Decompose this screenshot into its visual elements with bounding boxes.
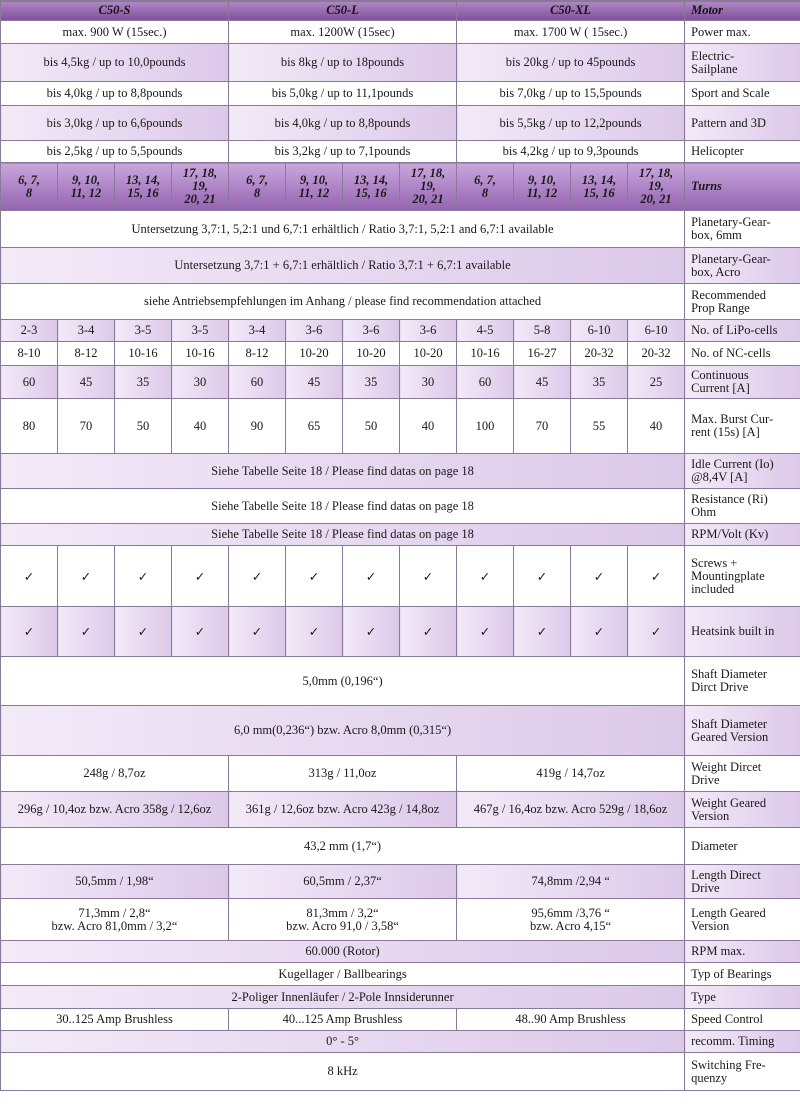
heatsink-cell: ✓ xyxy=(400,607,457,657)
cell-bearings: Kugellager / Ballbearings xyxy=(1,963,685,986)
continuous-current-cell: 35 xyxy=(115,366,172,399)
heatsink-cell: ✓ xyxy=(229,607,286,657)
row-length-direct xyxy=(1,865,800,899)
continuous-current-cell: 45 xyxy=(58,366,115,399)
continuous-current-cell: 30 xyxy=(400,366,457,399)
row-type xyxy=(1,986,800,1009)
turns-cell: 17, 18, 19, 20, 21 xyxy=(400,163,457,211)
cell-weight-geared-s: 296g / 10,4oz bzw. Acro 358g / 12,6oz xyxy=(1,792,229,828)
cell-rpm-max: 60.000 (Rotor) xyxy=(1,941,685,963)
nc-cells-cell: 10-20 xyxy=(286,342,343,366)
header-row xyxy=(1,1,800,21)
label-timing: recomm. Timing xyxy=(685,1031,800,1053)
label-diameter: Diameter xyxy=(685,828,800,865)
cell-sport-l: bis 5,0kg / up to 11,1pounds xyxy=(229,82,457,106)
row-shaft-geared xyxy=(1,706,800,756)
continuous-current-cell: 35 xyxy=(343,366,400,399)
nc-cells-cell: 10-16 xyxy=(457,342,514,366)
turns-cell: 13, 14, 15, 16 xyxy=(115,163,172,211)
row-weight-direct xyxy=(1,756,800,792)
lipo-cells-cell: 3-5 xyxy=(115,320,172,342)
burst-current-cell: 40 xyxy=(400,399,457,454)
nc-cells-cell: 8-12 xyxy=(58,342,115,366)
row-prop-range xyxy=(1,284,800,320)
cell-length-geared-xl: 95,6mm /3,76 “ bzw. Acro 4,15“ xyxy=(457,899,685,941)
label-idle-current: Idle Current (Io) @8,4V [A] xyxy=(685,454,800,489)
label-sport-scale: Sport and Scale xyxy=(685,82,800,106)
heatsink-cell: ✓ xyxy=(343,607,400,657)
label-power-max: Power max. xyxy=(685,21,800,44)
nc-cells-cell: 8-12 xyxy=(229,342,286,366)
label-helicopter: Helicopter xyxy=(685,141,800,163)
row-sailplane xyxy=(1,44,800,82)
label-rpm-volt: RPM/Volt (Kv) xyxy=(685,524,800,546)
turns-cell: 13, 14, 15, 16 xyxy=(343,163,400,211)
lipo-cells-cell: 3-6 xyxy=(286,320,343,342)
cell-length-geared-s: 71,3mm / 2,8“ bzw. Acro 81,0mm / 3,2“ xyxy=(1,899,229,941)
row-continuous-current xyxy=(1,366,800,399)
turns-cell: 9, 10, 11, 12 xyxy=(286,163,343,211)
row-screws xyxy=(1,546,800,607)
label-screws: Screws + Mountingplate included xyxy=(685,546,800,607)
label-shaft-geared: Shaft Diameter Geared Version xyxy=(685,706,800,756)
row-rpm-max xyxy=(1,941,800,963)
cell-prop-range: siehe Antriebsempfehlungen im Anhang / please find recommendation attached xyxy=(1,284,685,320)
screws-cell: ✓ xyxy=(343,546,400,607)
label-switching: Switching Fre- quenzy xyxy=(685,1053,800,1091)
turns-cell: 9, 10, 11, 12 xyxy=(514,163,571,211)
nc-cells-cell: 10-20 xyxy=(343,342,400,366)
cell-weight-geared-l: 361g / 12,6oz bzw. Acro 423g / 14,8oz xyxy=(229,792,457,828)
burst-current-cell: 70 xyxy=(58,399,115,454)
cell-length-direct-xl: 74,8mm /2,94 “ xyxy=(457,865,685,899)
label-bearings: Typ of Bearings xyxy=(685,963,800,986)
burst-current-cell: 90 xyxy=(229,399,286,454)
lipo-cells-cell: 6-10 xyxy=(628,320,685,342)
label-gearbox-acro: Planetary-Gear- box, Acro xyxy=(685,248,800,284)
cell-power-s: max. 900 W (15sec.) xyxy=(1,21,229,44)
cell-idle-current: Siehe Tabelle Seite 18 / Please find datas on page 18 xyxy=(1,454,685,489)
label-burst-current: Max. Burst Cur- rent (15s) [A] xyxy=(685,399,800,454)
heatsink-cell: ✓ xyxy=(457,607,514,657)
cell-sailplane-l: bis 8kg / up to 18pounds xyxy=(229,44,457,82)
cell-sport-xl: bis 7,0kg / up to 15,5pounds xyxy=(457,82,685,106)
screws-cell: ✓ xyxy=(628,546,685,607)
burst-current-cell: 50 xyxy=(343,399,400,454)
burst-current-cell: 65 xyxy=(286,399,343,454)
label-nc-cells: No. of NC-cells xyxy=(685,342,800,366)
row-rpm-volt xyxy=(1,524,800,546)
continuous-current-cell: 30 xyxy=(172,366,229,399)
row-power-max xyxy=(1,21,800,44)
label-continuous-current: Continuous Current [A] xyxy=(685,366,800,399)
lipo-cells-cell: 4-5 xyxy=(457,320,514,342)
row-idle-current xyxy=(1,454,800,489)
cell-timing: 0° - 5° xyxy=(1,1031,685,1053)
screws-cell: ✓ xyxy=(172,546,229,607)
row-diameter xyxy=(1,828,800,865)
nc-cells-cell: 20-32 xyxy=(628,342,685,366)
lipo-cells-cell: 3-6 xyxy=(400,320,457,342)
turns-cell: 6, 7, 8 xyxy=(229,163,286,211)
label-gearbox-6mm: Planetary-Gear- box, 6mm xyxy=(685,211,800,248)
label-weight-direct: Weight Dircet Drive xyxy=(685,756,800,792)
nc-cells-cell: 10-16 xyxy=(172,342,229,366)
row-heatsink xyxy=(1,607,800,657)
label-lipo-cells: No. of LiPo-cells xyxy=(685,320,800,342)
cell-length-direct-s: 50,5mm / 1,98“ xyxy=(1,865,229,899)
turns-cell: 6, 7, 8 xyxy=(1,163,58,211)
nc-cells-cell: 8-10 xyxy=(1,342,58,366)
continuous-current-cell: 25 xyxy=(628,366,685,399)
screws-cell: ✓ xyxy=(400,546,457,607)
row-gearbox-acro xyxy=(1,248,800,284)
label-sailplane: Electric- Sailplane xyxy=(685,44,800,82)
cell-rpm-volt: Siehe Tabelle Seite 18 / Please find datas on page 18 xyxy=(1,524,685,546)
row-burst-current xyxy=(1,399,800,454)
cell-weight-direct-s: 248g / 8,7oz xyxy=(1,756,229,792)
nc-cells-cell: 10-20 xyxy=(400,342,457,366)
label-rpm-max: RPM max. xyxy=(685,941,800,963)
row-speed-control xyxy=(1,1009,800,1031)
continuous-current-cell: 45 xyxy=(286,366,343,399)
screws-cell: ✓ xyxy=(571,546,628,607)
header-c50-l: C50-L xyxy=(229,1,457,21)
heatsink-cell: ✓ xyxy=(115,607,172,657)
heatsink-cell: ✓ xyxy=(514,607,571,657)
lipo-cells-cell: 3-6 xyxy=(343,320,400,342)
cell-power-l: max. 1200W (15sec) xyxy=(229,21,457,44)
row-helicopter xyxy=(1,141,800,163)
cell-diameter: 43,2 mm (1,7“) xyxy=(1,828,685,865)
heatsink-cell: ✓ xyxy=(172,607,229,657)
burst-current-cell: 70 xyxy=(514,399,571,454)
screws-cell: ✓ xyxy=(229,546,286,607)
cell-weight-direct-xl: 419g / 14,7oz xyxy=(457,756,685,792)
screws-cell: ✓ xyxy=(1,546,58,607)
label-turns: Turns xyxy=(685,163,800,211)
label-pattern-3d: Pattern and 3D xyxy=(685,106,800,141)
burst-current-cell: 55 xyxy=(571,399,628,454)
cell-pattern-s: bis 3,0kg / up to 6,6pounds xyxy=(1,106,229,141)
burst-current-cell: 100 xyxy=(457,399,514,454)
cell-type: 2-Poliger Innenläufer / 2-Pole Innsiderunner xyxy=(1,986,685,1009)
row-bearings xyxy=(1,963,800,986)
row-weight-geared xyxy=(1,792,800,828)
cell-heli-s: bis 2,5kg / up to 5,5pounds xyxy=(1,141,229,163)
turns-cell: 9, 10, 11, 12 xyxy=(58,163,115,211)
cell-switching: 8 kHz xyxy=(1,1053,685,1091)
heatsink-cell: ✓ xyxy=(571,607,628,657)
label-resistance: Resistance (Ri) Ohm xyxy=(685,489,800,524)
cell-weight-geared-xl: 467g / 16,4oz bzw. Acro 529g / 18,6oz xyxy=(457,792,685,828)
turns-cell: 17, 18, 19, 20, 21 xyxy=(628,163,685,211)
cell-sailplane-s: bis 4,5kg / up to 10,0pounds xyxy=(1,44,229,82)
screws-cell: ✓ xyxy=(457,546,514,607)
lipo-cells-cell: 3-4 xyxy=(58,320,115,342)
cell-resistance: Siehe Tabelle Seite 18 / Please find datas on page 18 xyxy=(1,489,685,524)
row-switching xyxy=(1,1053,800,1091)
label-heatsink: Heatsink built in xyxy=(685,607,800,657)
lipo-cells-cell: 6-10 xyxy=(571,320,628,342)
row-pattern-3d xyxy=(1,106,800,141)
cell-heli-xl: bis 4,2kg / up to 9,3pounds xyxy=(457,141,685,163)
cell-sport-s: bis 4,0kg / up to 8,8pounds xyxy=(1,82,229,106)
burst-current-cell: 40 xyxy=(628,399,685,454)
cell-shaft-direct: 5,0mm (0,196“) xyxy=(1,657,685,706)
label-weight-geared: Weight Geared Version xyxy=(685,792,800,828)
header-motor-label: Motor xyxy=(685,1,800,21)
header-c50-s: C50-S xyxy=(1,1,229,21)
turns-cell: 17, 18, 19, 20, 21 xyxy=(172,163,229,211)
cell-length-geared-l: 81,3mm / 3,2“ bzw. Acro 91,0 / 3,58“ xyxy=(229,899,457,941)
screws-cell: ✓ xyxy=(514,546,571,607)
lipo-cells-cell: 3-4 xyxy=(229,320,286,342)
heatsink-cell: ✓ xyxy=(58,607,115,657)
row-turns xyxy=(1,163,800,211)
cell-power-xl: max. 1700 W ( 15sec.) xyxy=(457,21,685,44)
cell-gearbox-acro: Untersetzung 3,7:1 + 6,7:1 erhältlich / Ratio 3,7:1 + 6,7:1 available xyxy=(1,248,685,284)
lipo-cells-cell: 2-3 xyxy=(1,320,58,342)
cell-pattern-xl: bis 5,5kg / up to 12,2pounds xyxy=(457,106,685,141)
label-length-geared: Length Geared Version xyxy=(685,899,800,941)
heatsink-cell: ✓ xyxy=(628,607,685,657)
continuous-current-cell: 60 xyxy=(1,366,58,399)
cell-length-direct-l: 60,5mm / 2,37“ xyxy=(229,865,457,899)
cell-pattern-l: bis 4,0kg / up to 8,8pounds xyxy=(229,106,457,141)
label-length-direct: Length Direct Drive xyxy=(685,865,800,899)
cell-shaft-geared: 6,0 mm(0,236“) bzw. Acro 8,0mm (0,315“) xyxy=(1,706,685,756)
label-shaft-direct: Shaft Diameter Dirct Drive xyxy=(685,657,800,706)
nc-cells-cell: 20-32 xyxy=(571,342,628,366)
header-c50-xl: C50-XL xyxy=(457,1,685,21)
continuous-current-cell: 35 xyxy=(571,366,628,399)
label-speed-control: Speed Control xyxy=(685,1009,800,1031)
continuous-current-cell: 60 xyxy=(229,366,286,399)
cell-speed-s: 30..125 Amp Brushless xyxy=(1,1009,229,1031)
burst-current-cell: 80 xyxy=(1,399,58,454)
continuous-current-cell: 45 xyxy=(514,366,571,399)
heatsink-cell: ✓ xyxy=(1,607,58,657)
turns-cell: 6, 7, 8 xyxy=(457,163,514,211)
cell-speed-xl: 48..90 Amp Brushless xyxy=(457,1009,685,1031)
heatsink-cell: ✓ xyxy=(286,607,343,657)
lipo-cells-cell: 5-8 xyxy=(514,320,571,342)
row-lipo-cells xyxy=(1,320,800,342)
cell-weight-direct-l: 313g / 11,0oz xyxy=(229,756,457,792)
label-prop-range: Recommended Prop Range xyxy=(685,284,800,320)
screws-cell: ✓ xyxy=(115,546,172,607)
row-shaft-direct xyxy=(1,657,800,706)
row-gearbox-6mm xyxy=(1,211,800,248)
nc-cells-cell: 10-16 xyxy=(115,342,172,366)
turns-cell: 13, 14, 15, 16 xyxy=(571,163,628,211)
burst-current-cell: 40 xyxy=(172,399,229,454)
row-timing xyxy=(1,1031,800,1053)
screws-cell: ✓ xyxy=(58,546,115,607)
nc-cells-cell: 16-27 xyxy=(514,342,571,366)
continuous-current-cell: 60 xyxy=(457,366,514,399)
lipo-cells-cell: 3-5 xyxy=(172,320,229,342)
burst-current-cell: 50 xyxy=(115,399,172,454)
row-resistance xyxy=(1,489,800,524)
row-sport-scale xyxy=(1,82,800,106)
label-type: Type xyxy=(685,986,800,1009)
cell-speed-l: 40...125 Amp Brushless xyxy=(229,1009,457,1031)
row-length-geared xyxy=(1,899,800,941)
row-nc-cells xyxy=(1,342,800,366)
cell-sailplane-xl: bis 20kg / up to 45pounds xyxy=(457,44,685,82)
cell-gearbox-6mm: Untersetzung 3,7:1, 5,2:1 und 6,7:1 erhältlich / Ratio 3,7:1, 5,2:1 and 6,7:1 available xyxy=(1,211,685,248)
cell-heli-l: bis 3,2kg / up to 7,1pounds xyxy=(229,141,457,163)
screws-cell: ✓ xyxy=(286,546,343,607)
